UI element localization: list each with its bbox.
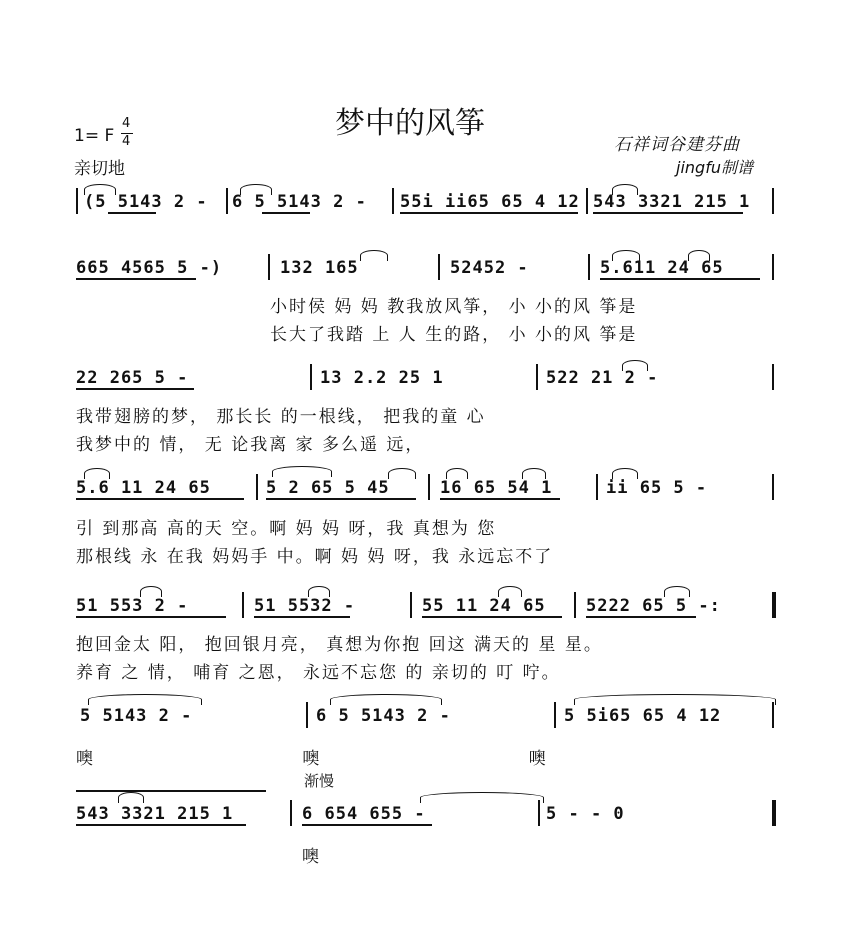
barline bbox=[588, 254, 590, 280]
measure: 55i iі65 65 4 12 bbox=[400, 192, 580, 212]
slur bbox=[612, 250, 640, 261]
measure: 543 3321 215 1 bbox=[593, 192, 751, 212]
slur bbox=[388, 468, 416, 479]
final-barline bbox=[772, 800, 776, 826]
measure: 132 165 bbox=[280, 258, 359, 278]
measure: 51 5532 - bbox=[254, 596, 356, 616]
barline bbox=[538, 800, 540, 826]
measure: 5 2 65 5 45 bbox=[266, 478, 390, 498]
barline bbox=[428, 474, 430, 500]
slur bbox=[622, 360, 648, 371]
slur bbox=[272, 466, 332, 477]
measure: 5.6 11 24 65 bbox=[76, 478, 211, 498]
barline bbox=[536, 364, 538, 390]
key-signature: 1= F bbox=[74, 126, 115, 146]
underline-beam bbox=[600, 278, 760, 280]
barline bbox=[772, 364, 774, 390]
measure: 6 5 5143 2 - bbox=[232, 192, 367, 212]
ritardando-marking: 渐慢 bbox=[304, 772, 335, 790]
slur bbox=[612, 184, 638, 195]
measure: 13 2.2 25 1 bbox=[320, 368, 444, 388]
lyric-line: 抱回金太 阳， 抱回银月亮， 真想为你抱 回这 满天的 星 星。 bbox=[76, 635, 603, 655]
lyric-line: 那根线 永 在我 妈妈手 中。啊 妈 妈 呀，我 永远忘不了 bbox=[76, 547, 554, 567]
barline bbox=[290, 800, 292, 826]
lyric-line: 长大了我踏 上 人 生的路， 小 小的风 筝是 bbox=[270, 325, 638, 345]
slur bbox=[612, 468, 638, 479]
underline-beam bbox=[76, 824, 246, 826]
measure: 51 553 2 - bbox=[76, 596, 189, 616]
underline-beam bbox=[266, 498, 416, 500]
barline bbox=[242, 592, 244, 618]
underline-beam bbox=[76, 388, 194, 390]
underline-beam bbox=[76, 278, 196, 280]
repeat-barline bbox=[772, 592, 776, 618]
barline bbox=[596, 474, 598, 500]
underline-beam bbox=[254, 616, 350, 618]
credits: 石祥词谷建芬曲 bbox=[614, 135, 740, 155]
extension-line bbox=[76, 790, 266, 792]
slur bbox=[522, 468, 546, 479]
time-signature-bottom: 4 bbox=[122, 134, 131, 149]
barline bbox=[772, 702, 774, 728]
barline bbox=[306, 702, 308, 728]
arranger: jingfu制谱 bbox=[676, 158, 753, 177]
slur bbox=[498, 586, 522, 597]
measure: 5 5i65 65 4 12 bbox=[564, 706, 722, 726]
barline bbox=[586, 188, 588, 214]
slur bbox=[688, 250, 710, 261]
measure: (5 5143 2 - bbox=[84, 192, 208, 212]
barline bbox=[256, 474, 258, 500]
lyric-line: 噢 bbox=[302, 847, 321, 867]
measure: 55 11 24 65 bbox=[422, 596, 546, 616]
tie bbox=[574, 694, 776, 705]
page-title: 梦中的风筝 bbox=[335, 106, 485, 141]
barline bbox=[392, 188, 394, 214]
measure: ii 65 5 - bbox=[606, 478, 708, 498]
measure: 52452 - bbox=[450, 258, 529, 278]
slur bbox=[308, 586, 330, 597]
underline-beam bbox=[76, 616, 226, 618]
underline-beam bbox=[593, 212, 743, 214]
underline-beam bbox=[108, 212, 156, 214]
lyric-line: 我梦中的 情， 无 论我离 家 多么遥 远， bbox=[76, 435, 425, 455]
lyric-line: 小时侯 妈 妈 教我放风筝， 小 小的风 筝是 bbox=[270, 297, 638, 317]
slur bbox=[84, 184, 116, 195]
underline-beam bbox=[302, 824, 432, 826]
lyric-line: 我带翅膀的梦， 那长长 的一根线， 把我的童 心 bbox=[76, 407, 486, 427]
slur bbox=[84, 468, 110, 479]
barline bbox=[772, 474, 774, 500]
measure: 543 3321 215 1 bbox=[76, 804, 234, 824]
measure: 6 654 655 - bbox=[302, 804, 426, 824]
slur bbox=[140, 586, 162, 597]
measure: 5 - - 0 bbox=[546, 804, 625, 824]
slur bbox=[446, 468, 468, 479]
underline-beam bbox=[76, 498, 244, 500]
time-signature-top: 4 bbox=[122, 116, 131, 131]
tie bbox=[88, 694, 202, 705]
measure: 22 265 5 - bbox=[76, 368, 189, 388]
lyric-line: 引 到那高 高的天 空。啊 妈 妈 呀，我 真想为 您 bbox=[76, 519, 497, 539]
underline-beam bbox=[440, 498, 560, 500]
barline bbox=[410, 592, 412, 618]
barline bbox=[772, 188, 774, 214]
measure: 5.611 24 65 bbox=[600, 258, 724, 278]
underline-beam bbox=[400, 212, 578, 214]
barline bbox=[268, 254, 270, 280]
slur bbox=[240, 184, 272, 195]
tie bbox=[420, 792, 544, 803]
barline bbox=[226, 188, 228, 214]
barline bbox=[772, 254, 774, 280]
underline-beam bbox=[586, 616, 696, 618]
measure: 522 21 2 - bbox=[546, 368, 659, 388]
measure: 5 5143 2 - bbox=[80, 706, 193, 726]
lyric-line: 养育 之 情， 哺育 之恩， 永远不忘您 的 亲切的 叮 咛。 bbox=[76, 663, 561, 683]
measure: 6 5 5143 2 - bbox=[316, 706, 451, 726]
slur bbox=[360, 250, 388, 261]
slur bbox=[118, 792, 144, 803]
barline bbox=[554, 702, 556, 728]
barline bbox=[574, 592, 576, 618]
underline-beam bbox=[422, 616, 562, 618]
barline bbox=[76, 188, 78, 214]
measure: 5222 65 5 -: bbox=[586, 596, 721, 616]
lyric-line: 噢 噢 噢 bbox=[76, 749, 548, 769]
underline-beam bbox=[262, 212, 310, 214]
tempo-marking: 亲切地 bbox=[74, 159, 125, 179]
measure: 16 65 54 1 bbox=[440, 478, 553, 498]
barline bbox=[438, 254, 440, 280]
tie bbox=[330, 694, 442, 705]
measure: 665 4565 5 -) bbox=[76, 258, 223, 278]
barline bbox=[310, 364, 312, 390]
slur bbox=[664, 586, 690, 597]
